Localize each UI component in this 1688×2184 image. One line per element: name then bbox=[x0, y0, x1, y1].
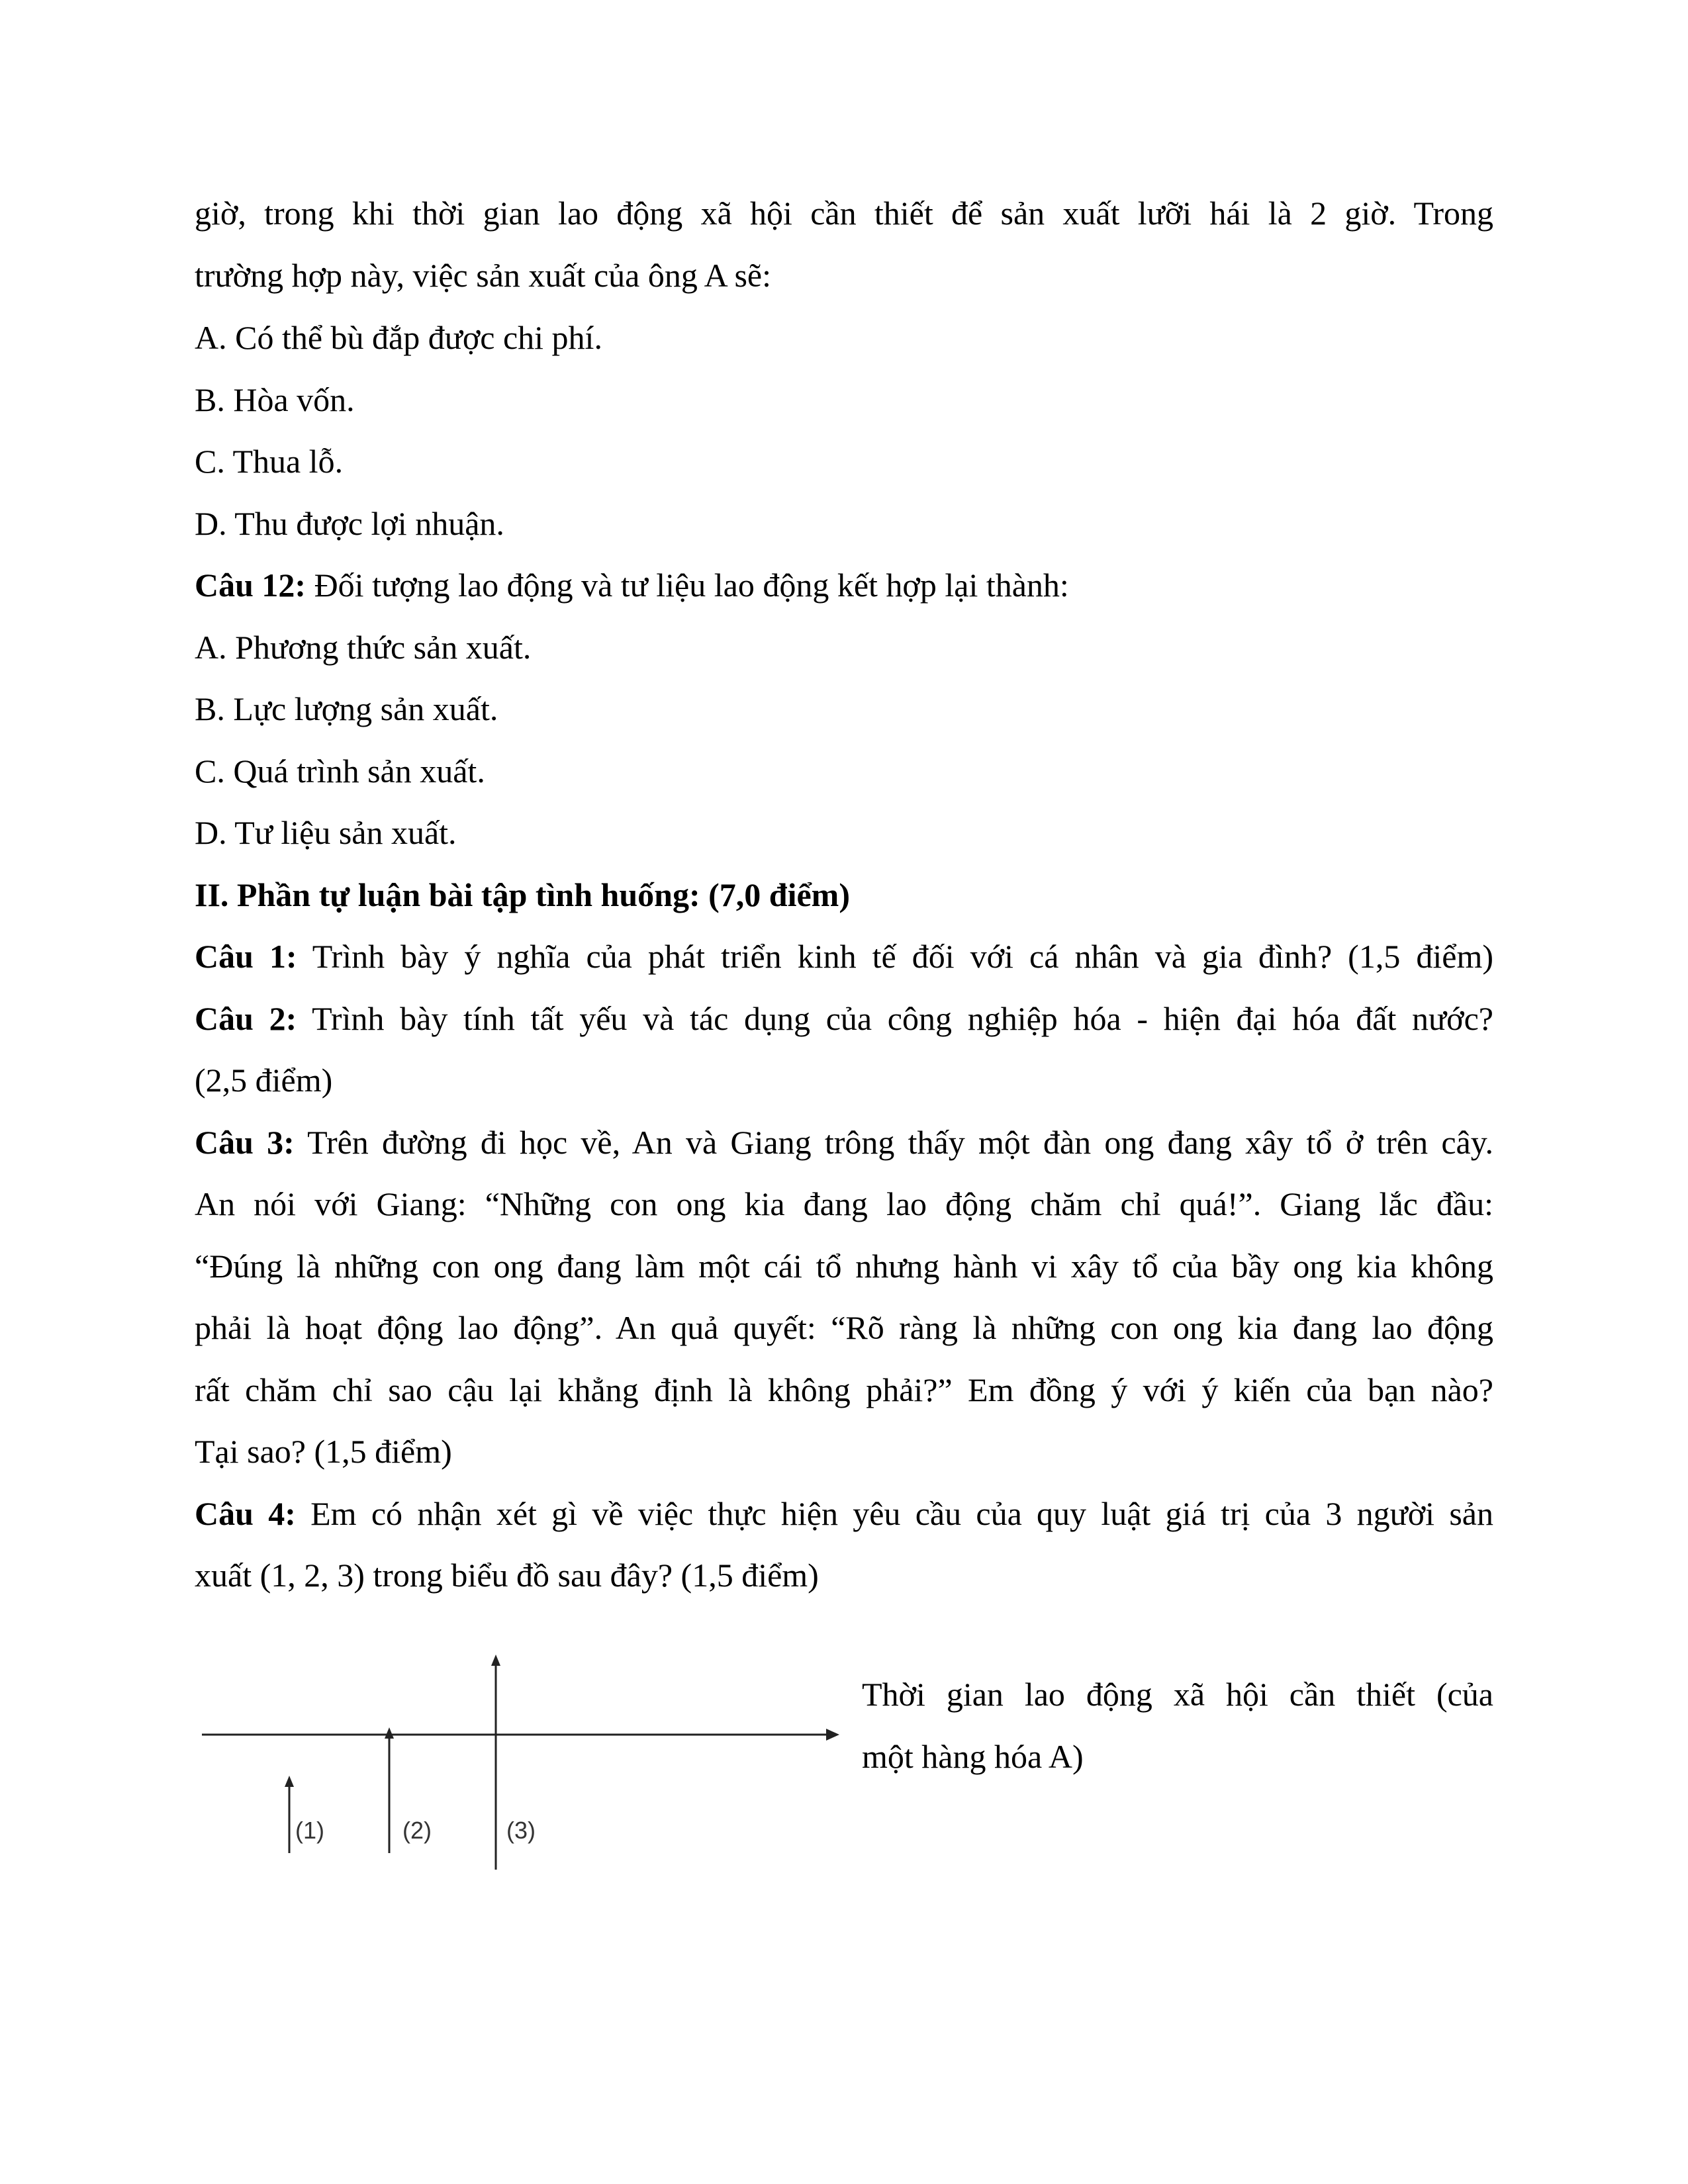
essay-3-line-3: “Đúng là những con ong đang làm một cái tổ nhưng hành vi xây tổ của bầy ong kia không bbox=[195, 1248, 1493, 1285]
question-12-stem bbox=[195, 565, 1493, 605]
essay-4-line-1 bbox=[195, 1494, 1493, 1533]
essay-2-line-2: (2,5 điểm) bbox=[195, 1062, 333, 1099]
essay-2-text: Trình bày tính tất yếu và tác dụng của công nghiệp hóa - hiện đại hóa đất nước? bbox=[297, 1000, 1493, 1037]
essay-3-line-5: rất chăm chỉ sao cậu lại khẳng định là không phải?” Em đồng ý với ý kiến của bạn nào? bbox=[195, 1371, 1493, 1408]
question-12-text: Đối tượng lao động và tư liệu lao động kết hợp lại thành: bbox=[306, 567, 1069, 604]
section-heading-text: II. Phần tự luận bài tập tình huống: (7,0 điểm) bbox=[195, 876, 850, 913]
question-11-continuation-line-2: trường hợp này, việc sản xuất của ông A sẽ: bbox=[195, 257, 771, 294]
essay-1-text: Trình bày ý nghĩa của phát triển kinh tế đối với cá nhân và gia đình? (1,5 điểm) bbox=[297, 938, 1493, 975]
producer-2-label: (2) bbox=[402, 1817, 432, 1844]
producer-3-label: (3) bbox=[506, 1817, 536, 1844]
essay-3-line-6: Tại sao? (1,5 điểm) bbox=[195, 1433, 452, 1470]
diagram-caption-line-2: một hàng hóa A) bbox=[862, 1738, 1084, 1775]
question-11-option-c: C. Thua lỗ. bbox=[195, 443, 344, 480]
producer-2-arrowhead bbox=[385, 1727, 394, 1739]
essay-1 bbox=[195, 936, 1493, 976]
essay-3-line-1 bbox=[195, 1122, 1493, 1162]
question-12-label: Câu 12: bbox=[195, 567, 306, 604]
essay-2-line-1 bbox=[195, 999, 1493, 1038]
labor-time-diagram bbox=[192, 1635, 854, 1886]
question-11-option-d: D. Thu được lợi nhuận. bbox=[195, 505, 504, 542]
essay-3-text: Trên đường đi học về, An và Giang trông thấy một đàn ong đang xây tổ ở trên cây. bbox=[294, 1124, 1493, 1161]
essay-4-text: Em có nhận xét gì về việc thực hiện yêu cầu của quy luật giá trị của 3 người sản bbox=[295, 1495, 1493, 1532]
question-12-option-c: C. Quá trình sản xuất. bbox=[195, 752, 485, 790]
question-11-continuation-line-1: giờ, trong khi thời gian lao động xã hội cần thiết để sản xuất lưỡi hái là 2 giờ. Trong bbox=[195, 195, 1493, 232]
horizontal-axis-arrowhead bbox=[826, 1729, 839, 1741]
question-12-option-a: A. Phương thức sản xuất. bbox=[195, 629, 532, 666]
question-11-option-b: B. Hòa vốn. bbox=[195, 381, 355, 418]
question-12-option-b: B. Lực lượng sản xuất. bbox=[195, 690, 498, 727]
essay-2-label: Câu 2: bbox=[195, 1000, 297, 1037]
essay-3-line-4: phải là hoạt động lao động”. An quả quyết: “Rõ ràng là những con ong kia đang lao động bbox=[195, 1309, 1493, 1346]
essay-3-line-2: An nói với Giang: “Những con ong kia đang lao động chăm chỉ quá!”. Giang lắc đầu: bbox=[195, 1185, 1493, 1222]
essay-4-line-2: xuất (1, 2, 3) trong biểu đồ sau đây? (1,5 điểm) bbox=[195, 1557, 819, 1594]
producer-1-arrowhead bbox=[285, 1776, 294, 1787]
producer-1-label: (1) bbox=[295, 1817, 324, 1844]
essay-4-label: Câu 4: bbox=[195, 1495, 296, 1532]
question-12-option-d: D. Tư liệu sản xuất. bbox=[195, 814, 457, 851]
section-heading bbox=[195, 875, 1493, 915]
diagram-caption-line-1: Thời gian lao động xã hội cần thiết (của bbox=[862, 1676, 1493, 1713]
question-11-option-a: A. Có thể bù đắp được chi phí. bbox=[195, 319, 602, 356]
producer-3-arrowhead bbox=[491, 1655, 500, 1666]
essay-1-label: Câu 1: bbox=[195, 938, 297, 975]
essay-3-label: Câu 3: bbox=[195, 1124, 295, 1161]
